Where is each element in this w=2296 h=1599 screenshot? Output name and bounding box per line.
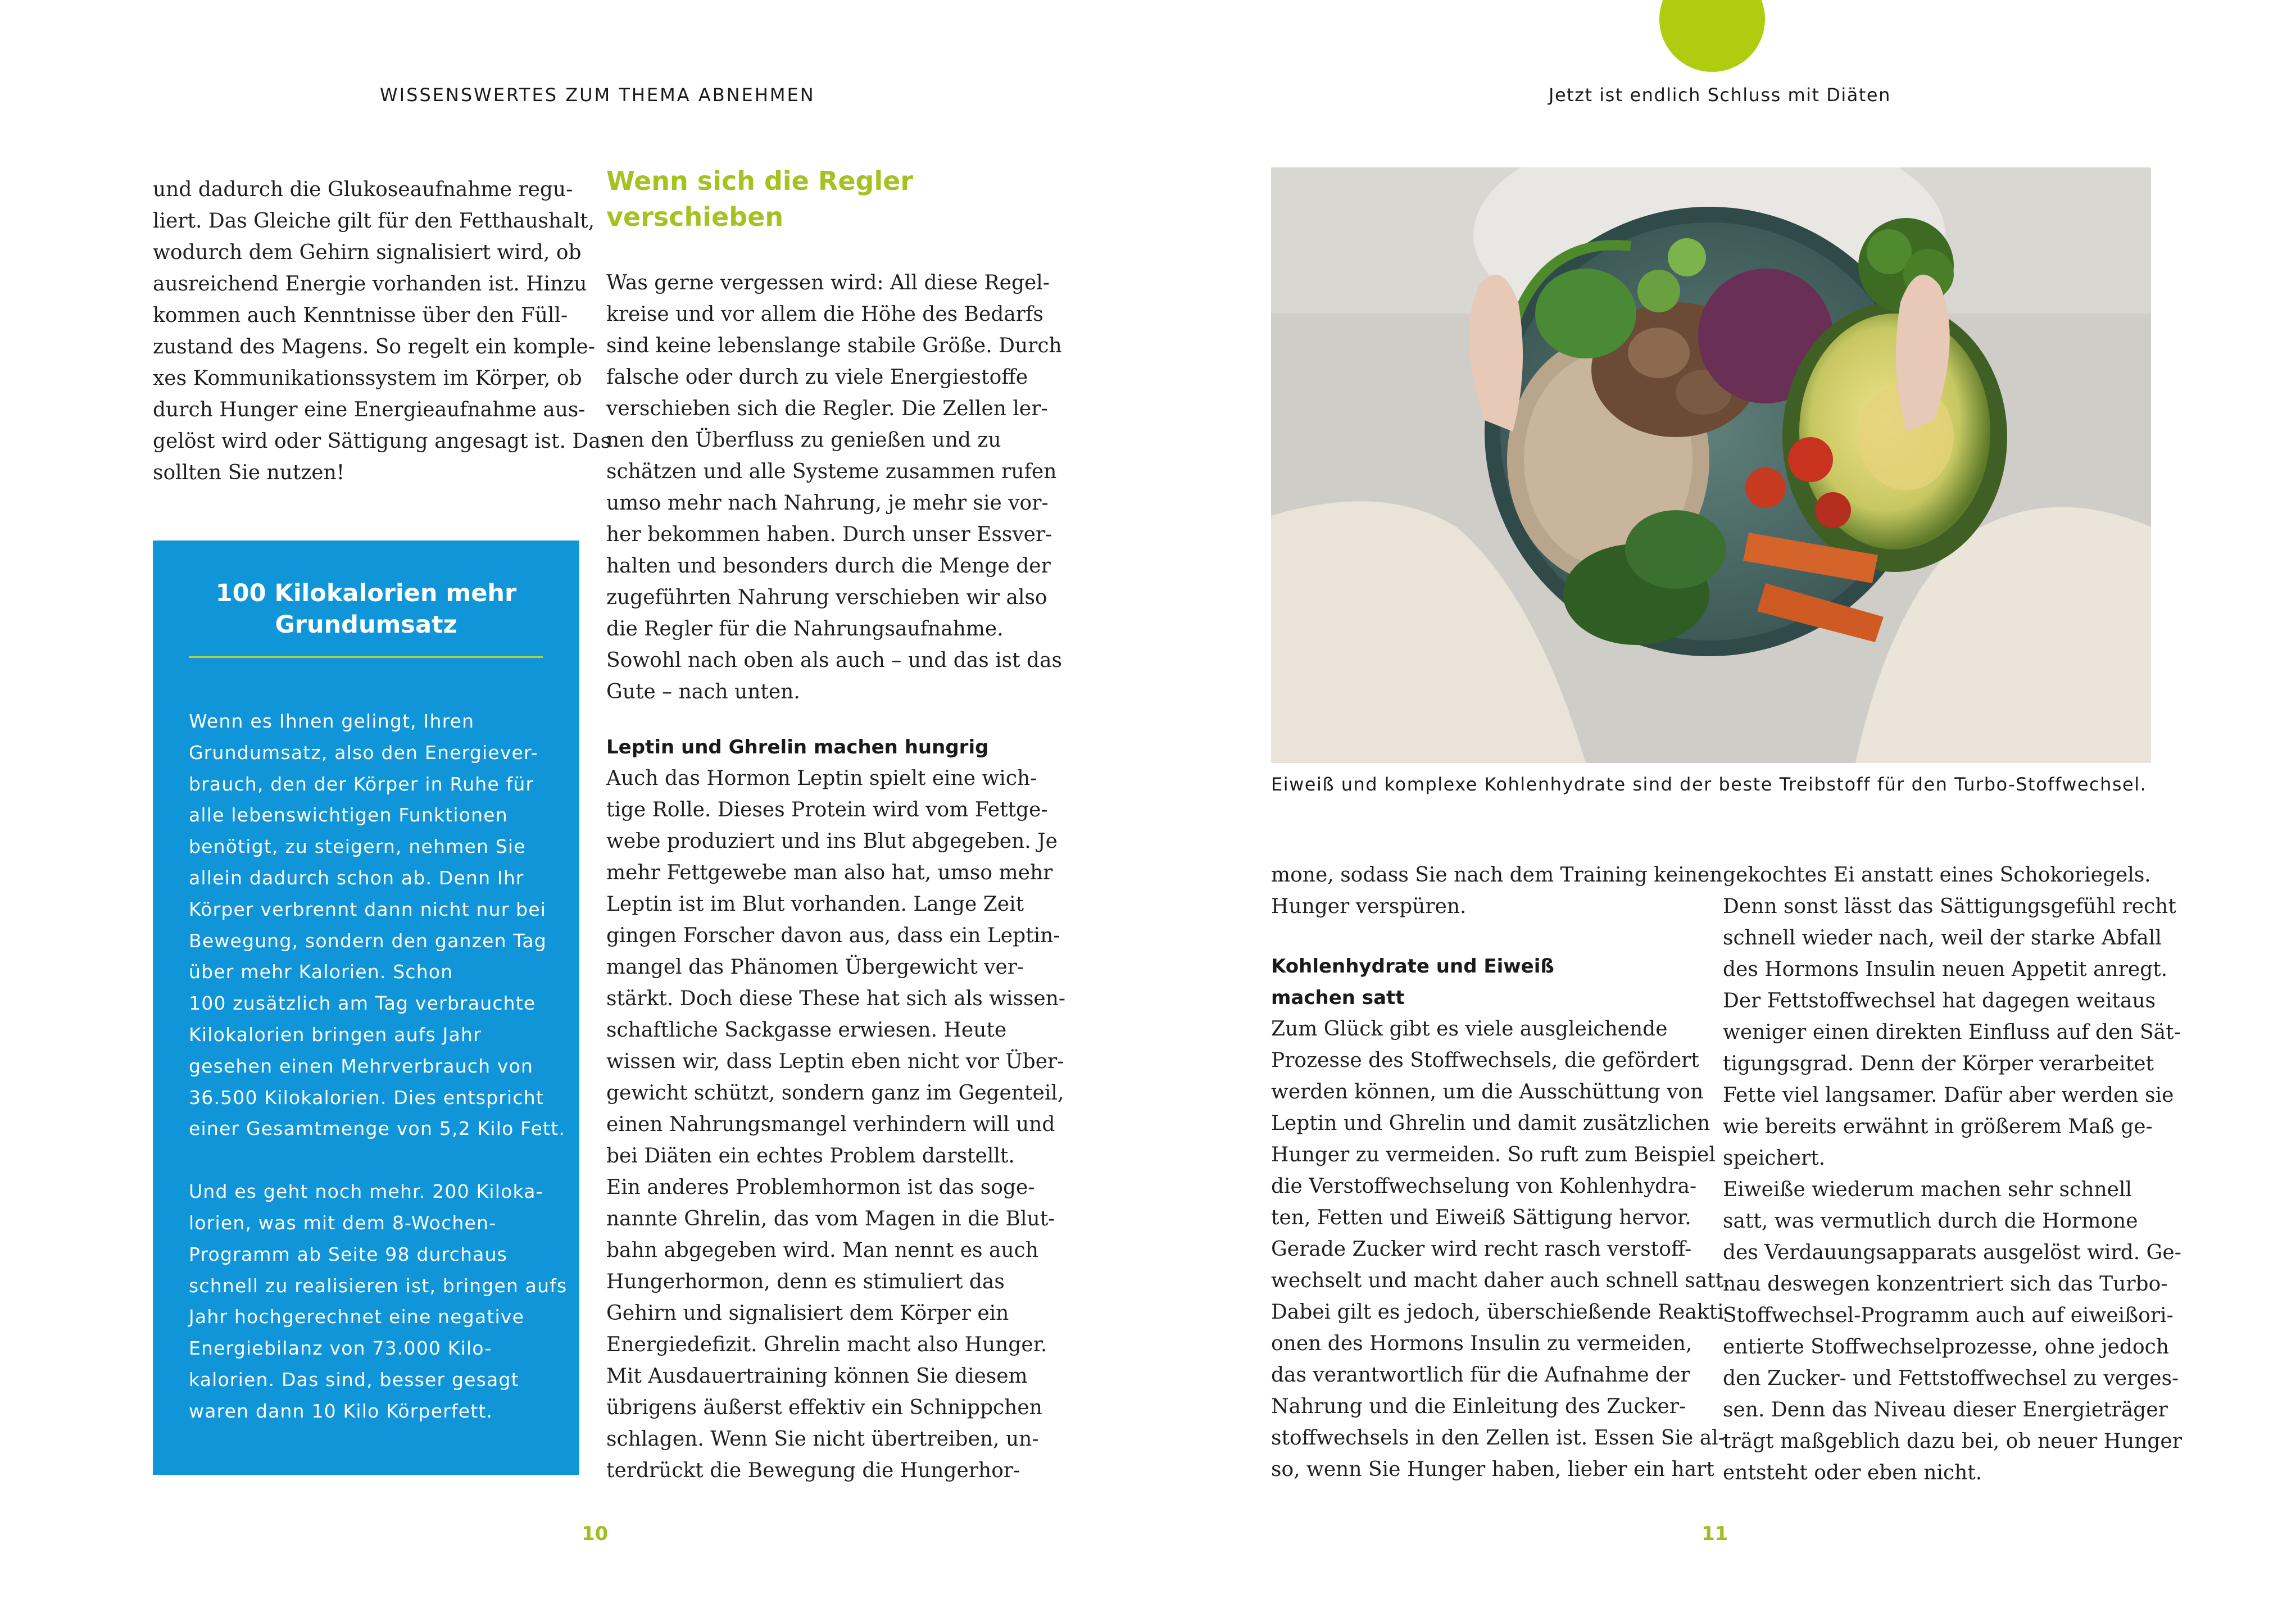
info-box-title	[153, 578, 579, 640]
text-line: tige Rolle. Dieses Protein wird vom Fettge-	[606, 798, 1048, 821]
text-line: ten, Fetten und Eiweiß Sättigung hervor.	[1271, 1206, 1691, 1229]
text-line: Sowohl nach oben als auch – und das ist das	[606, 649, 1063, 672]
text-line: stärkt. Doch diese These hat sich als wissen-	[606, 987, 1066, 1010]
text-line: xes Kommunikationssystem im Körper, ob	[153, 367, 582, 390]
text-line: kommen auch Kenntnisse über den Füll-	[153, 304, 568, 327]
section-heading	[606, 163, 913, 235]
text-line: gesehen einen Mehrverbrauch von	[189, 1055, 534, 1077]
text-line: nau deswegen konzentriert sich das Turbo-	[1723, 1273, 2168, 1296]
text-line: entierte Stoffwechselprozesse, ohne jedoch	[1723, 1335, 2170, 1359]
text-line: schaftliche Sackgasse erwiesen. Heute	[606, 1019, 1007, 1042]
text-line: alle lebenswichtigen Funktionen	[189, 804, 508, 826]
right-running-head: Jetzt ist endlich Schluss mit Diäten	[1549, 84, 1891, 106]
text-line: ausreichend Energie vorhanden ist. Hinzu	[153, 272, 587, 296]
text-line: weniger einen direkten Einfluss auf den Sät-	[1723, 1021, 2181, 1044]
food-bowl-photo	[1271, 167, 2151, 763]
text-line: Dabei gilt es jedoch, überschießende Reakti-	[1271, 1301, 1731, 1324]
text-line: gekochtes Ei anstatt eines Schokoriegels.	[1723, 864, 2151, 887]
text-line: des Verdauungsapparats ausgelöst wird. Ge-	[1723, 1241, 2181, 1264]
text-line: Zum Glück gibt es viele ausgleichende	[1271, 1017, 1668, 1041]
text-line: webe produziert und ins Blut abgegeben. Je	[606, 830, 1058, 853]
text-line: sen. Denn das Niveau dieser Energieträger	[1723, 1398, 2168, 1421]
right-col1-body	[1271, 1014, 1731, 1486]
text-line: Programm ab Seite 98 durchaus	[189, 1243, 508, 1265]
info-box-divider	[189, 656, 543, 658]
text-line: sollten Sie nutzen!	[153, 461, 345, 484]
section-heading-line: Wenn sich die Regler	[606, 166, 914, 196]
text-line: Stoffwechsel-Programm auch auf eiweißori-	[1723, 1304, 2174, 1327]
text-line: kalorien. Das sind, besser gesagt	[189, 1368, 519, 1391]
text-line: schlagen. Wenn Sie nicht übertreiben, un-	[606, 1428, 1039, 1451]
text-line: gingen Forscher davon aus, dass ein Leptin-	[606, 924, 1060, 947]
text-line: Hungerhormon, denn es stimuliert das	[606, 1270, 1005, 1293]
text-line: sind keine lebenslange stabile Größe. Durch	[606, 334, 1062, 357]
text-line: Leptin und Ghrelin und damit zusätzlichen	[1271, 1112, 1710, 1135]
text-line: falsche oder durch zu viele Energiestoffe	[606, 366, 1028, 389]
text-line: satt, was vermutlich durch die Hormone	[1723, 1210, 2138, 1233]
text-line: mangel das Phänomen Übergewicht ver-	[606, 956, 1024, 979]
text-line: des Hormons Insulin neuen Appetit anregt.	[1723, 958, 2168, 981]
left-intro-text	[153, 174, 611, 489]
text-line: schnell wieder nach, weil der starke Abfall	[1723, 926, 2162, 950]
text-line: so, wenn Sie Hunger haben, lieber ein hart	[1271, 1458, 1714, 1481]
text-line: die Verstoffwechselung von Kohlenhydra-	[1271, 1175, 1697, 1198]
subheading-line: Kohlenhydrate und Eiweiß	[1271, 955, 1554, 978]
text-line: gelöst wird oder Sättigung angesagt ist. Das	[153, 430, 611, 453]
text-line: einen Nahrungsmangel verhindern will und	[606, 1113, 1055, 1136]
text-line: Bewegung, sondern den ganzen Tag	[189, 929, 547, 952]
text-line: liert. Das Gleiche gilt für den Fetthaushalt,	[153, 210, 595, 233]
text-line: trägt maßgeblich dazu bei, ob neuer Hunger	[1723, 1430, 2182, 1453]
text-line: her bekommen haben. Durch unser Essver-	[606, 523, 1052, 546]
text-line: halten und besonders durch die Menge der	[606, 555, 1051, 578]
info-box-paragraph-2	[189, 1176, 567, 1427]
text-line: Ein anderes Problemhormon ist das soge-	[606, 1176, 1035, 1199]
text-line: Und es geht noch mehr. 200 Kiloka-	[189, 1180, 543, 1203]
text-line: brauch, den der Körper in Ruhe für	[189, 773, 534, 795]
text-line: zustand des Magens. So regelt ein komple-	[153, 335, 595, 358]
text-line: schätzen und alle Systeme zusammen rufen	[606, 460, 1057, 483]
text-line: mone, sodass Sie nach dem Training keinen	[1271, 864, 1723, 887]
section-body-text	[606, 267, 1063, 708]
text-line: übrigens äußerst effektiv ein Schnippchen	[606, 1396, 1042, 1419]
text-line: den Zucker- und Fettstoffwechsel zu verges-	[1723, 1367, 2179, 1390]
text-line: terdrückt die Bewegung die Hungerhor-	[606, 1459, 1020, 1482]
text-line: Der Fettstoffwechsel hat dagegen weitaus	[1723, 989, 2156, 1012]
text-line: Grundumsatz, also den Energiever-	[189, 741, 538, 764]
info-box-title-line: Grundumsatz	[275, 611, 457, 639]
text-line: Nahrung und die Einleitung des Zucker-	[1271, 1395, 1686, 1418]
decorative-green-dot	[1659, 0, 1765, 72]
text-line: Hunger verspüren.	[1271, 895, 1467, 918]
text-line: verschieben sich die Regler. Die Zellen ler-	[606, 397, 1048, 420]
text-line: kreise und vor allem die Höhe des Bedarfs	[606, 303, 1043, 326]
leptin-body-text	[606, 763, 1066, 1487]
page-number-right: 11	[1701, 1523, 1728, 1545]
paragraph-gap	[1271, 923, 1709, 951]
text-line: waren dann 10 Kilo Körperfett.	[189, 1400, 493, 1422]
text-line: Gute – nach unten.	[606, 680, 800, 703]
text-line: bei Diäten ein echtes Problem darstellt.	[606, 1144, 1015, 1168]
text-line: wechselt und macht daher auch schnell satt.	[1271, 1269, 1730, 1292]
text-line: durch Hunger eine Energieaufnahme aus-	[153, 398, 586, 421]
text-line: allein dadurch schon ab. Denn Ihr	[189, 866, 524, 889]
left-running-head: WISSENSWERTES ZUM THEMA ABNEHMEN	[380, 84, 815, 106]
text-line: und dadurch die Glukoseaufnahme regu-	[153, 178, 573, 201]
text-line: schnell zu realisieren ist, bringen aufs	[189, 1274, 568, 1297]
photo-caption: Eiweiß und komplexe Kohlenhydrate sind der beste Treibstoff für den Turbo-Stoffwechsel.	[1271, 774, 2147, 795]
text-line: nen den Überfluss zu genießen und zu	[606, 429, 1001, 452]
text-line: Fette viel langsamer. Dafür aber werden sie	[1723, 1084, 2174, 1107]
text-line: Mit Ausdauertraining können Sie diesem	[606, 1365, 1028, 1388]
right-col2	[1723, 860, 2182, 1489]
text-line: Energiedefizit. Ghrelin macht also Hunger.	[606, 1333, 1047, 1356]
text-line: umso mehr nach Nahrung, je mehr sie vor-	[606, 492, 1049, 515]
text-line: stoffwechsels in den Zellen ist. Essen Sie al-	[1271, 1427, 1725, 1450]
subheading-line: machen satt	[1271, 987, 1405, 1009]
page-number-left: 10	[582, 1523, 609, 1545]
info-box-paragraph-1	[189, 706, 567, 1144]
food-bowl-illustration	[1271, 167, 2151, 763]
paragraph-gap	[189, 1144, 567, 1176]
text-line: über mehr Kalorien. Schon	[189, 961, 453, 983]
text-line: Körper verbrennt dann nicht nur bei	[189, 898, 547, 920]
text-line: Gehirn und signalisiert dem Körper ein	[606, 1302, 1009, 1325]
text-line: Kilokalorien bringen aufs Jahr	[189, 1023, 482, 1046]
text-line: wodurch dem Gehirn signalisiert wird, ob	[153, 241, 582, 264]
text-line: die Regler für die Nahrungsaufnahme.	[606, 617, 1004, 640]
info-box-title-line: 100 Kilokalorien mehr	[215, 579, 517, 607]
text-line: gewicht schützt, sondern ganz im Gegenteil,	[606, 1082, 1064, 1105]
leptin-section	[606, 732, 1066, 1487]
text-line: nannte Ghrelin, das vom Magen in die Blut-	[606, 1207, 1055, 1230]
text-line: wie bereits erwähnt in größerem Maß ge-	[1723, 1115, 2153, 1138]
text-line: zugeführten Nahrung verschieben wir also	[606, 586, 1047, 609]
right-col1-intro	[1271, 860, 1723, 923]
text-line: Energiebilanz von 73.000 Kilo-	[189, 1337, 492, 1360]
text-line: Prozesse des Stoffwechsels, die gefördert	[1271, 1049, 1699, 1072]
text-line: tigungsgrad. Denn der Körper verarbeitet	[1723, 1052, 2154, 1075]
text-line: das verantwortlich für die Aufnahme der	[1271, 1364, 1690, 1387]
text-line: 36.500 Kilokalorien. Dies entspricht	[189, 1086, 544, 1109]
text-line: Auch das Hormon Leptin spielt eine wich-	[606, 767, 1037, 790]
text-line: speichert.	[1723, 1147, 1826, 1170]
leptin-subheading: Leptin und Ghrelin machen hungrig	[606, 736, 989, 758]
text-line: Hunger zu vermeiden. So ruft zum Beispiel	[1271, 1143, 1716, 1166]
info-box-text	[189, 706, 567, 1427]
text-line: bahn abgegeben wird. Man nennt es auch	[606, 1239, 1038, 1262]
text-line: werden können, um die Ausschüttung von	[1271, 1080, 1704, 1103]
text-line: Denn sonst lässt das Sättigungsgefühl recht	[1723, 895, 2176, 918]
text-line: Gerade Zucker wird recht rasch verstoff-	[1271, 1238, 1692, 1261]
text-line: entsteht oder eben nicht.	[1723, 1461, 1982, 1484]
text-line: 100 zusätzlich am Tag verbrauchte	[189, 992, 536, 1015]
text-line: Jahr hochgerechnet eine negative	[189, 1306, 525, 1328]
right-col1	[1271, 860, 1731, 1486]
text-line: benötigt, zu steigern, nehmen Sie	[189, 835, 526, 858]
text-line: Wenn es Ihnen gelingt, Ihren	[189, 710, 475, 732]
text-line: Was gerne vergessen wird: All diese Regel-	[606, 271, 1050, 294]
text-line: lorien, was mit dem 8-Wochen-	[189, 1211, 497, 1234]
section-heading-line: verschieben	[606, 202, 784, 232]
text-line: Leptin ist im Blut vorhanden. Lange Zeit	[606, 893, 1024, 916]
kohlenhydrate-subheading	[1271, 951, 1709, 1014]
text-line: wissen wir, dass Leptin eben nicht vor Über-	[606, 1050, 1064, 1073]
text-line: Eiweiße wiederum machen sehr schnell	[1723, 1178, 2132, 1201]
text-line: onen des Hormons Insulin zu vermeiden,	[1271, 1332, 1692, 1355]
text-line: mehr Fettgewebe man also hat, umso mehr	[606, 861, 1053, 884]
info-box	[153, 540, 579, 1475]
text-line: einer Gesamtmenge von 5,2 Kilo Fett.	[189, 1118, 566, 1140]
